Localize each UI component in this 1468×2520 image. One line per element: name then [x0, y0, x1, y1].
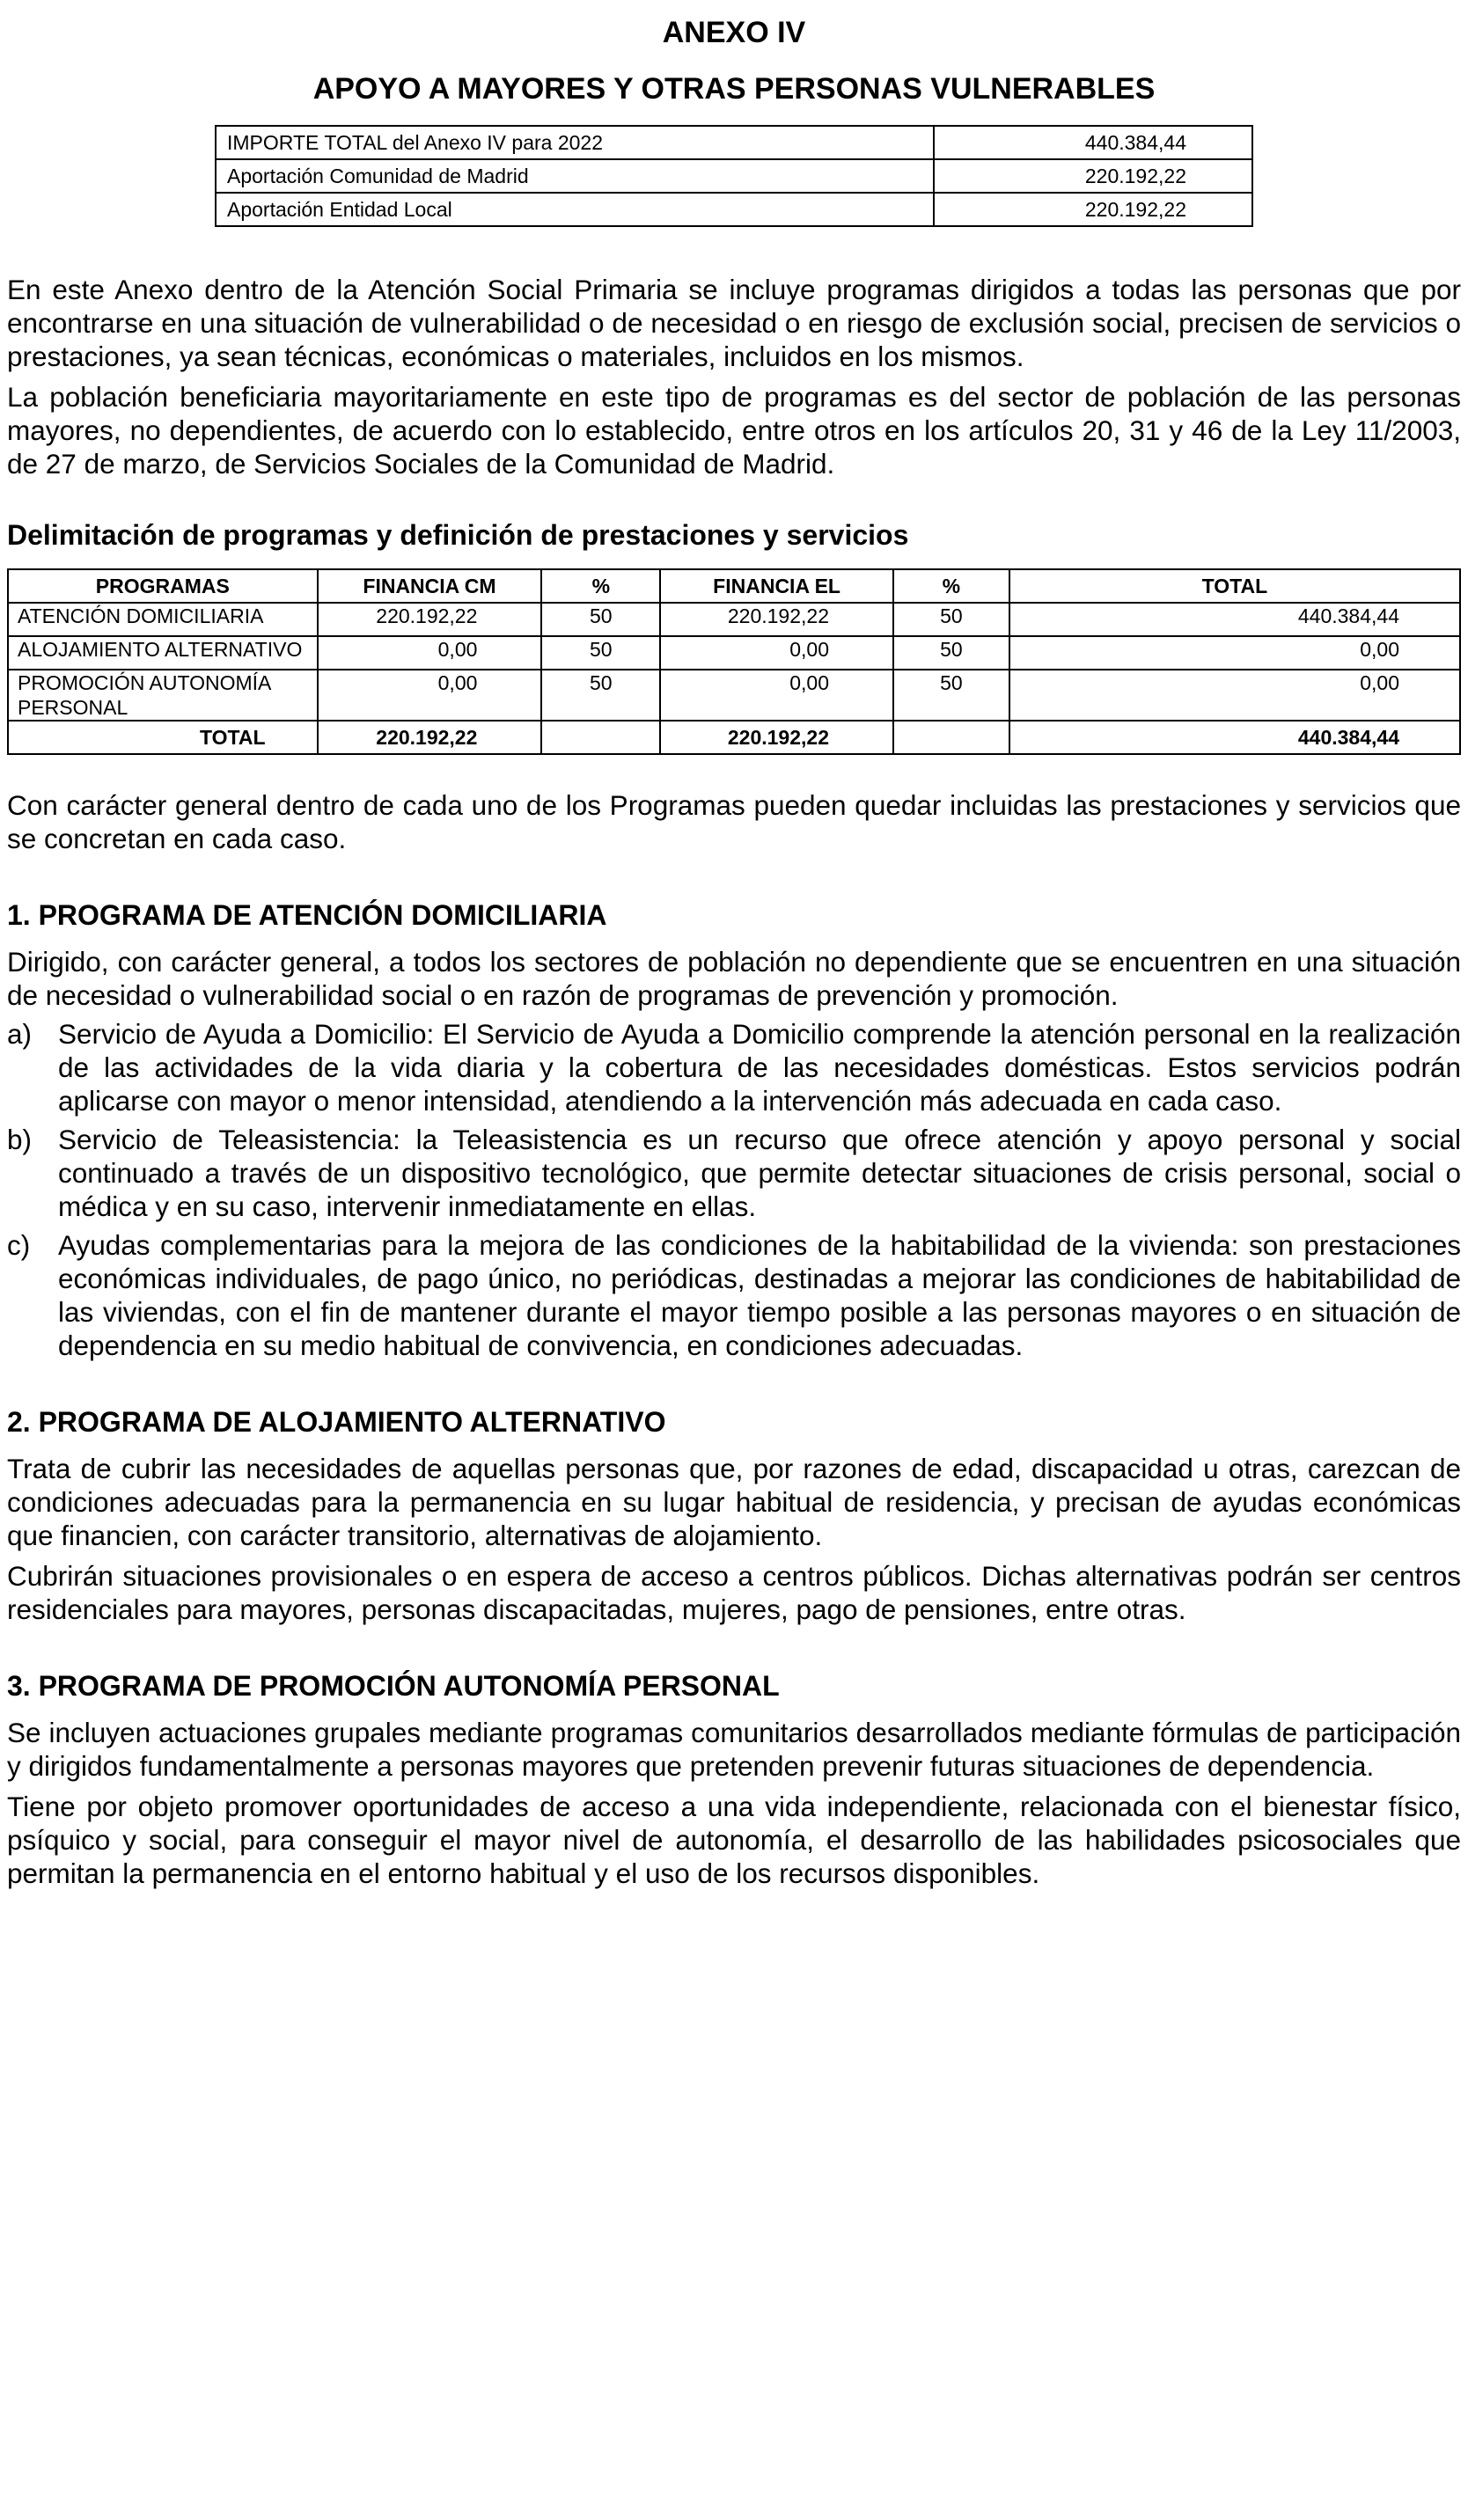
program-name: ATENCIÓN DOMICILIARIA: [8, 603, 318, 636]
annex-title: APOYO A MAYORES Y OTRAS PERSONAS VULNERABLES: [312, 72, 1156, 106]
table-row: [8, 636, 1460, 670]
row-total: 0,00: [1009, 636, 1460, 670]
empty-cell: [893, 721, 1009, 754]
table-row: [8, 670, 1460, 721]
summary-label: IMPORTE TOTAL del Anexo IV para 2022: [216, 126, 934, 159]
section3-heading: 3. PROGRAMA DE PROMOCIÓN AUTONOMÍA PERSONAL: [7, 1670, 780, 1702]
list-letter: b): [7, 1124, 33, 1155]
table-total-row: [8, 721, 1460, 754]
grand-total: 440.384,44: [1009, 721, 1460, 754]
total-cm: 220.192,22: [318, 721, 542, 754]
delimitation-note: Con carácter general dentro de cada uno de los Programas pueden quedar incluidas las prestaciones y servicios que se concretan en cada caso.: [7, 789, 1461, 854]
list-letter: a): [7, 1018, 33, 1050]
summary-label: Aportación Entidad Local: [216, 193, 934, 226]
total-label: TOTAL: [8, 721, 318, 754]
list-item-text: Ayudas complementarias para la mejora de las condiciones de la habitabilidad de la vivienda: son prestaciones económicas individuales, de pago único, no periódicas, destinadas a mejorar las condiciones de habitabilidad de las viviendas, con el fin de mantener durante el mayor tiempo posible a las personas mayores o en situación de dependencia en su medio habitual de convivencia, en condiciones adecuadas.: [58, 1229, 1461, 1361]
column-header: TOTAL: [1009, 569, 1460, 603]
percent-el: 50: [893, 636, 1009, 670]
section2-heading: 2. PROGRAMA DE ALOJAMIENTO ALTERNATIVO: [7, 1406, 666, 1438]
financia-cm: 220.192,22: [318, 603, 542, 636]
list-item-text: Servicio de Ayuda a Domicilio: El Servicio de Ayuda a Domicilio comprende la atención personal en la realización de las actividades de la vida diaria y la cobertura de las necesidades domésticas. Estos servicios podrán aplicarse con mayor o menor intensidad, atendiendo a la intervención más adecuada en cada caso.: [58, 1018, 1461, 1117]
financia-cm: 0,00: [318, 636, 542, 670]
section1-intro: Dirigido, con carácter general, a todos los sectores de población no dependiente que se encuentren en una situación de necesidad o vulnerabilidad social o en razón de programas de prevención y promoción.: [7, 946, 1461, 1011]
column-header: %: [541, 569, 660, 603]
program-name: [8, 670, 318, 721]
programs-table: [7, 568, 1461, 755]
summary-label: Aportación Comunidad de Madrid: [216, 159, 934, 193]
intro-paragraph: La población beneficiaria mayoritariamente en este tipo de programas es del sector de población de las personas mayores, no dependientes, de acuerdo con lo establecido, entre otros en los artículos 20, 31 y 46 de la Ley 11/2003, de 27 de marzo, de Servicios Sociales de la Comunidad de Madrid.: [7, 381, 1461, 480]
section2-paragraph: Cubrirán situaciones provisionales o en espera de acceso a centros públicos. Dichas alternativas podrán ser centros residenciales para mayores, personas discapacitadas, mujeres, pago de pensiones, entre otras.: [7, 1560, 1461, 1625]
intro-paragraph: En este Anexo dentro de la Atención Social Primaria se incluye programas dirigidos a todas las personas que por encontrarse en una situación de vulnerabilidad o de necesidad o en riesgo de exclusión social, precisen de servicios o prestaciones, ya sean técnicas, económicas o materiales, incluidos en los mismos.: [7, 274, 1461, 372]
financia-el: 0,00: [660, 636, 893, 670]
column-header: PROGRAMAS: [8, 569, 318, 603]
table-row: [8, 603, 1460, 636]
funding-summary-table: [215, 125, 1253, 227]
summary-amount: 220.192,22: [934, 159, 1252, 193]
section2-paragraph: Trata de cubrir las necesidades de aquellas personas que, por razones de edad, discapacidad u otras, carezcan de condiciones adecuadas para la permanencia en su lugar habitual de residencia, y precisan de ayudas económicas que financien, con carácter transitorio, alternativas de alojamiento.: [7, 1453, 1461, 1551]
total-el: 220.192,22: [660, 721, 893, 754]
program-name-line: PERSONAL: [18, 696, 128, 719]
column-header: FINANCIA CM: [318, 569, 542, 603]
summary-amount: 440.384,44: [934, 126, 1252, 159]
empty-cell: [541, 721, 660, 754]
section3-paragraph: Tiene por objeto promover oportunidades de acceso a una vida independiente, relacionada con el bienestar físico, psíquico y social, para conseguir el mayor nivel de autonomía, el desarrollo de las habilidades psicosociales que permitan la permanencia en el entorno habitual y el uso de los recursos disponibles.: [7, 1791, 1461, 1889]
document-page: [7, 14, 1461, 1890]
percent-el: 50: [893, 603, 1009, 636]
table-row: [216, 126, 1252, 159]
financia-cm: 0,00: [318, 670, 542, 721]
list-item: [7, 1017, 1461, 1117]
column-header: %: [893, 569, 1009, 603]
list-letter: c): [7, 1229, 31, 1261]
program-name: ALOJAMIENTO ALTERNATIVO: [8, 636, 318, 670]
list-item-text: Servicio de Teleasistencia: la Teleasistencia es un recurso que ofrece atención y apoyo personal y social continuado a través de un dispositivo tecnológico, que permite detectar situaciones de crisis personal, social o médica y en su caso, intervenir inmediatamente en ellas.: [58, 1124, 1461, 1222]
summary-amount: 220.192,22: [934, 193, 1252, 226]
section1-list: [7, 1017, 1461, 1362]
list-item: [7, 1228, 1461, 1362]
financia-el: 0,00: [660, 670, 893, 721]
table-row: [216, 159, 1252, 193]
financia-el: 220.192,22: [660, 603, 893, 636]
percent-el: 50: [893, 670, 1009, 721]
row-total: 440.384,44: [1009, 603, 1460, 636]
annex-label: ANEXO IV: [662, 16, 806, 49]
table-header-row: [8, 569, 1460, 603]
table-row: [216, 193, 1252, 226]
program-name-line: PROMOCIÓN AUTONOMÍA: [18, 671, 272, 694]
percent-cm: 50: [541, 636, 660, 670]
percent-cm: 50: [541, 670, 660, 721]
percent-cm: 50: [541, 603, 660, 636]
section3-paragraph: Se incluyen actuaciones grupales mediante programas comunitarios desarrollados mediante fórmulas de participación y dirigidos fundamentalmente a personas mayores que pretenden prevenir futuras situaciones de dependencia.: [7, 1717, 1461, 1782]
delimitation-heading: Delimitación de programas y definición de prestaciones y servicios: [7, 519, 909, 551]
column-header: FINANCIA EL: [660, 569, 893, 603]
list-item: [7, 1123, 1461, 1223]
section1-heading: 1. PROGRAMA DE ATENCIÓN DOMICILIARIA: [7, 899, 607, 931]
row-total: 0,00: [1009, 670, 1460, 721]
